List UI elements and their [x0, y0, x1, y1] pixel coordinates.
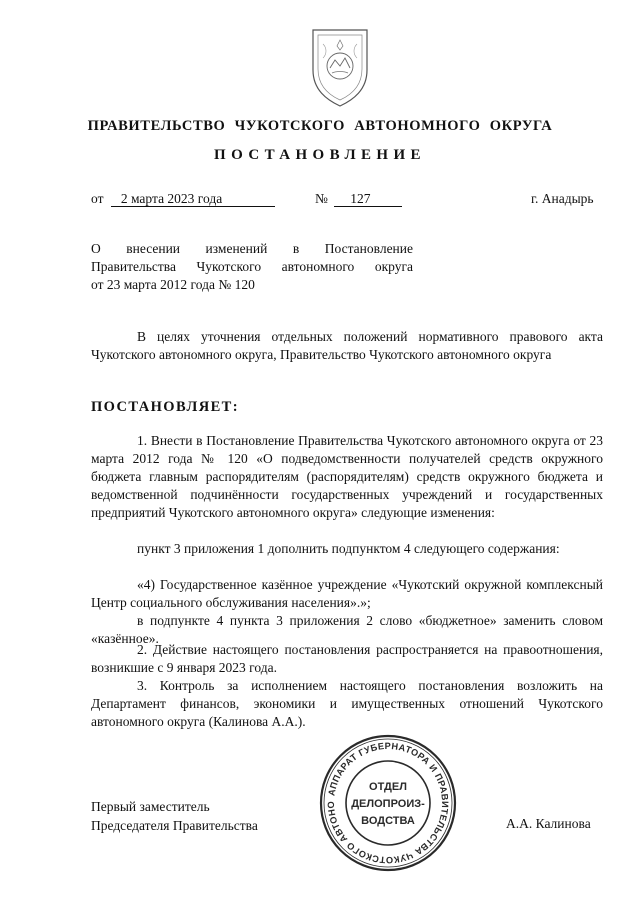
stamp-center-line: ДЕЛОПРОИЗ-	[351, 798, 425, 810]
stamp-ring-text: АППАРАТ ГУБЕРНАТОРА И ПРАВИТЕЛЬСТВА ЧУКОТСКОГО АВТОНО	[325, 740, 451, 866]
city: г. Анадырь	[531, 191, 594, 206]
decree-date: 2 марта 2023 года	[111, 192, 275, 207]
clause-1-item-c: в подпункте 4 пункта 3 приложения 2 слово «бюджетное» заменить словом «казённое».	[91, 613, 603, 646]
subject-line: О внесении изменений в Постановление	[91, 241, 413, 256]
number-row	[315, 191, 402, 207]
stamp-center-line: ОТДЕЛ	[369, 781, 407, 793]
subject-line: Правительства Чукотского автономного округа	[91, 259, 413, 274]
clause-2: 2. Действие настоящего постановления распространяется на правоотношения, возникшие с 9 января 2023 года.	[91, 642, 603, 675]
position-line: Председателя Правительства	[91, 818, 258, 833]
clause-1-item-b: «4) Государственное казённое учреждение «Чукотский окружной комплексный Центр социального обслуживания населения».»;	[91, 577, 603, 610]
clause-1: 1. Внести в Постановление Правительства Чукотского автономного округа от 23 марта 2012 года № 120 «О подведомственности получателей средств окружного бюджета главным распорядителям (распорядителям) средств окружного бюджета и ведомственной подчинённости государственных учреждений и государственных предприятий Чукотского автономного округа» следующие изменения:	[91, 433, 603, 520]
date-row	[91, 191, 275, 207]
from-label: от	[91, 191, 104, 206]
decree-number: 127	[334, 192, 402, 207]
stamp-center-line: ВОДСТВА	[361, 815, 415, 827]
office-stamp	[318, 733, 458, 873]
signatory-position	[91, 797, 258, 835]
clause-3: 3. Контроль за исполнением настоящего постановления возложить на Департамент финансов, экономики и имущественных отношений Чукотского автономного округа (Калинова А.А.).	[91, 678, 603, 729]
resolves-heading: ПОСТАНОВЛЯЕТ:	[91, 399, 239, 415]
document-type-title: ПОСТАНОВЛЕНИЕ	[214, 147, 426, 163]
position-line: Первый заместитель	[91, 799, 210, 814]
number-label: №	[315, 191, 328, 206]
clause-1-item-a: пункт 3 приложения 1 дополнить подпунктом 4 следующего содержания:	[137, 541, 560, 556]
subject-line: от 23 марта 2012 года № 120	[91, 277, 255, 292]
government-title: ПРАВИТЕЛЬСТВО ЧУКОТСКОГО АВТОНОМНОГО ОКРУГА	[87, 118, 553, 134]
signatory-name: А.А. Калинова	[506, 816, 591, 831]
coat-of-arms-icon	[305, 24, 375, 110]
preamble: В целях уточнения отдельных положений нормативного правового акта Чукотского автономного округа, Правительство Чукотского автономного округа	[91, 329, 603, 362]
decree-subject	[91, 240, 413, 294]
